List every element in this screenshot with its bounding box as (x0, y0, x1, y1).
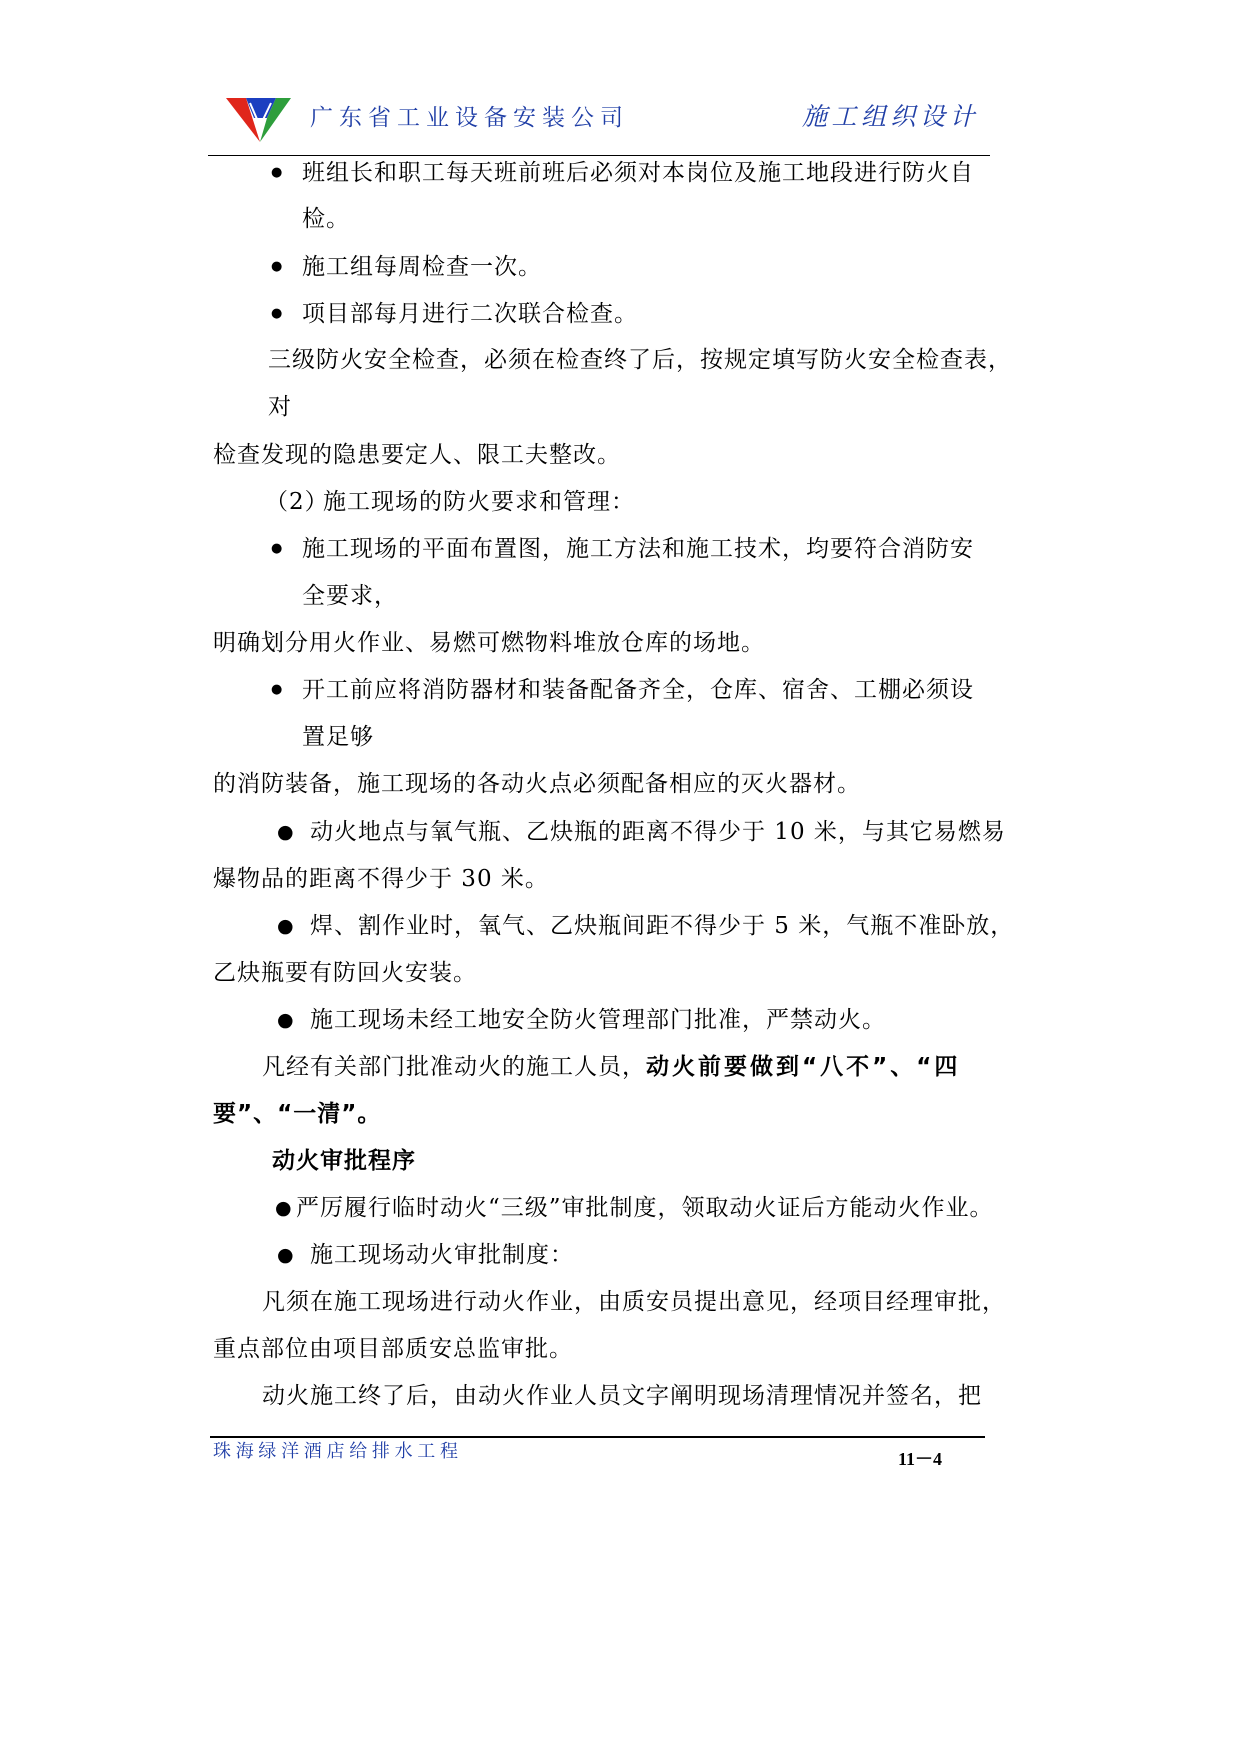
bullet-marker: ● (271, 682, 283, 697)
text-line: 施工现场动火审批制度： (310, 1242, 574, 1268)
text-line: 对 (268, 394, 292, 420)
bullet-marker: ● (275, 1197, 292, 1219)
subsection-heading: 动火审批程序 (272, 1148, 416, 1174)
text-line: 的消防装备，施工现场的各动火点必须配备相应的灭火器材。 (213, 771, 861, 797)
section-number: （2） (265, 489, 329, 515)
footer-project-name: 珠海绿洋酒店给排水工程 (213, 1441, 463, 1461)
text-line: 凡须在施工现场进行动火作业，由质安员提出意见，经项目经理审批， (262, 1289, 1006, 1315)
document-title: 施工组织设计 (802, 103, 980, 131)
text-line: 爆物品的距离不得少于 30 米。 (213, 866, 549, 892)
page-number: 11－4 (898, 1449, 943, 1469)
text-line: 班组长和职工每天班前班后必须对本岗位及施工地段进行防火自 (302, 160, 974, 186)
emphasis-text: 动火前要做到“八不”、“四 (646, 1054, 961, 1080)
text-line (262, 1053, 960, 1081)
text-segment: 凡经有关部门批准动火的施工人员， (262, 1054, 646, 1080)
bullet-marker: ● (271, 259, 283, 274)
company-name: 广东省工业设备安装公司 (310, 104, 629, 130)
text-line: 全要求， (302, 583, 398, 609)
section-heading: 施工现场的防火要求和管理： (323, 489, 635, 515)
text-line: 施工现场的平面布置图，施工方法和施工技术，均要符合消防安 (302, 536, 974, 562)
bullet-marker: ● (271, 165, 283, 180)
bullet-marker: ● (277, 915, 294, 937)
bullet-marker: ● (271, 541, 283, 556)
text-line: 严厉履行临时动火“三级”审批制度，领取动火证后方能动火作业。 (296, 1195, 994, 1221)
bullet-marker: ● (271, 306, 283, 321)
emphasis-text: 要”、“一清”。 (213, 1101, 382, 1127)
text-line: 施工现场未经工地安全防火管理部门批准，严禁动火。 (310, 1007, 886, 1033)
text-line: 项目部每月进行二次联合检查。 (302, 301, 638, 327)
text-line: 动火施工终了后，由动火作业人员文字阐明现场清理情况并签名，把 (262, 1383, 982, 1409)
text-line: 施工组每周检查一次。 (302, 254, 542, 280)
header-divider (208, 155, 990, 156)
text-line: 焊、割作业时，氧气、乙炔瓶间距不得少于 5 米，气瓶不准卧放， (310, 913, 1015, 939)
text-line: 检。 (302, 206, 350, 232)
company-logo-icon (226, 96, 292, 144)
text-line: 置足够 (302, 724, 374, 750)
text-line: 重点部位由项目部质安总监审批。 (213, 1336, 573, 1362)
text-line: 乙炔瓶要有防回火安装。 (213, 960, 477, 986)
bullet-marker: ● (277, 1244, 294, 1266)
text-line: 开工前应将消防器材和装备配备齐全，仓库、宿舍、工棚必须设 (302, 677, 974, 703)
text-line: 明确划分用火作业、易燃可燃物料堆放仓库的场地。 (213, 630, 765, 656)
text-line: 动火地点与氧气瓶、乙炔瓶的距离不得少于 10 米，与其它易燃易 (310, 819, 1006, 845)
text-line: 三级防火安全检查，必须在检查终了后，按规定填写防火安全检查表， (268, 347, 1012, 373)
footer-divider (210, 1436, 985, 1438)
text-line: 检查发现的隐患要定人、限工夫整改。 (213, 442, 621, 468)
bullet-marker: ● (277, 821, 294, 843)
bullet-marker: ● (277, 1009, 294, 1031)
